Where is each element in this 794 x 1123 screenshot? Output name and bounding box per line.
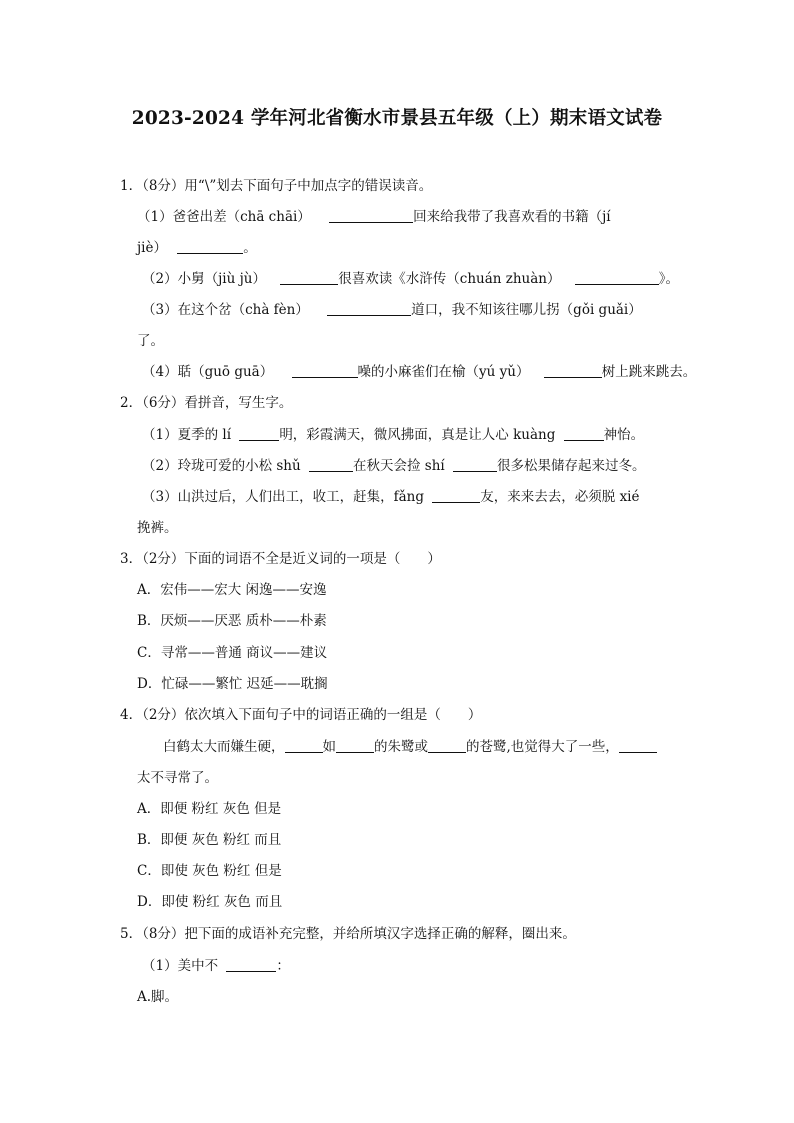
- q1-s4-part-a: （4）聒（guō guā）: [142, 364, 274, 380]
- answer-blank[interactable]: [327, 301, 411, 316]
- q1-s1-part-b: 回来给我带了我喜欢看的书籍（jí: [413, 209, 611, 225]
- question-1-sentence-1-cont: [137, 238, 257, 258]
- question-3-option-a[interactable]: A．宏伟——宏大 闲逸——安逸: [137, 582, 327, 598]
- question-1-sentence-4: [142, 362, 696, 382]
- answer-blank[interactable]: [226, 957, 276, 972]
- question-5-sentence-1: [142, 956, 290, 976]
- question-2-stem: 2．（6分）看拼音，写生字。: [120, 395, 293, 411]
- question-2-sentence-1: [142, 425, 644, 445]
- answer-blank[interactable]: [336, 738, 374, 753]
- question-1-stem: 1．（8分）用“\”划去下面句子中加点字的错误读音。: [120, 178, 433, 194]
- question-1-sentence-2: [142, 269, 679, 289]
- question-3-option-d[interactable]: D．忙碌——繁忙 迟延——耽搁: [137, 676, 328, 692]
- question-4-option-a[interactable]: A．即便 粉红 灰色 但是: [137, 801, 282, 817]
- answer-blank[interactable]: [292, 363, 358, 378]
- question-1-sentence-3-cont: 了。: [137, 333, 164, 349]
- answer-blank[interactable]: [285, 738, 323, 753]
- q1-s4-part-b: 噪的小麻雀们在榆（yú yǔ）: [357, 364, 530, 380]
- q2-s3-part-b: 友，来来去去，必须脱 xié: [480, 489, 640, 505]
- answer-blank[interactable]: [564, 426, 604, 441]
- q2-s3-part-a: （3）山洪过后，人们出工，收工，赶集，fǎng: [142, 489, 424, 505]
- question-1-sentence-3: [142, 300, 642, 320]
- question-3-stem: 3．（2分）下面的词语不全是近义词的一项是（ ）: [120, 551, 441, 567]
- answer-blank[interactable]: [575, 270, 659, 285]
- answer-blank[interactable]: [544, 363, 602, 378]
- q1-s1-part-d: 。: [243, 240, 257, 256]
- q1-s1-part-c: jiè）: [137, 240, 167, 256]
- q2-s2-part-b: 在秋天会捡 shí: [353, 458, 445, 474]
- q1-s3-part-a: （3）在这个岔（chà fèn）: [142, 302, 309, 318]
- answer-blank[interactable]: [177, 239, 243, 254]
- q5-s1-part-b: ：: [276, 958, 290, 974]
- answer-blank[interactable]: [239, 426, 279, 441]
- question-4-option-c[interactable]: C．即使 灰色 粉红 但是: [137, 863, 282, 879]
- question-2-sentence-2: [142, 456, 646, 476]
- question-2-sentence-3: [142, 487, 640, 507]
- question-4-option-d[interactable]: D．即使 粉红 灰色 而且: [137, 894, 283, 910]
- q5-s1-part-a: （1）美中不: [142, 958, 219, 974]
- q4-passage-part-d: 的苍鹭,也觉得大了一些，: [466, 739, 619, 755]
- page-title: 2023-2024 学年河北省衡水市景县五年级（上）期末语文试卷: [131, 108, 663, 129]
- answer-blank[interactable]: [428, 738, 466, 753]
- q4-passage-part-b: 如: [322, 739, 336, 755]
- answer-blank[interactable]: [329, 208, 413, 223]
- question-5-choice-a[interactable]: A.脚。: [137, 989, 179, 1005]
- q4-passage-part-c: 的朱鹭或: [374, 739, 428, 755]
- q1-s2-part-c: 》。: [658, 271, 680, 287]
- q1-s2-part-b: 很喜欢读《水浒传（chuán zhuàn）: [338, 271, 561, 287]
- answer-blank[interactable]: [280, 270, 338, 285]
- question-4-passage-cont: 太不寻常了。: [137, 770, 218, 786]
- question-3-option-c[interactable]: C．寻常——普通 商议——建议: [137, 645, 328, 661]
- q2-s2-part-a: （2）玲珑可爱的小松 shǔ: [142, 458, 301, 474]
- q1-s3-part-b: 道口，我不知该往哪儿拐（gǒi guǎi）: [411, 302, 642, 318]
- q4-passage-part-a: 白鹤太大而嫌生硬，: [163, 739, 285, 755]
- answer-blank[interactable]: [309, 457, 353, 472]
- answer-blank[interactable]: [432, 488, 480, 503]
- q2-s1-part-c: 神怡。: [603, 427, 645, 443]
- q2-s1-part-b: 明，彩霞满天，微风拂面，真是让人心 kuàng: [279, 427, 556, 443]
- answer-blank[interactable]: [619, 738, 657, 753]
- question-1-sentence-1: [137, 207, 611, 227]
- question-4-option-b[interactable]: B．即便 灰色 粉红 而且: [137, 832, 282, 848]
- q1-s2-part-a: （2）小舅（jiù jù）: [142, 271, 266, 287]
- q1-s1-part-a: （1）爸爸出差（chā chāi）: [137, 209, 311, 225]
- answer-blank[interactable]: [453, 457, 497, 472]
- q1-s4-part-c: 树上跳来跳去。: [601, 364, 697, 380]
- question-2-sentence-3-cont: 挽裤。: [137, 520, 178, 536]
- question-4-passage: [163, 737, 657, 757]
- q2-s1-part-a: （1）夏季的 lí: [142, 427, 232, 443]
- q2-s2-part-c: 很多松果储存起来过冬。: [497, 458, 646, 474]
- question-4-stem: 4．（2分）依次填入下面句子中的词语正确的一组是（ ）: [120, 707, 482, 723]
- question-5-stem: 5．（8分）把下面的成语补充完整，并给所填汉字选择正确的解释，圈出来。: [120, 926, 576, 942]
- question-3-option-b[interactable]: B．厌烦——厌恶 质朴——朴素: [137, 613, 327, 629]
